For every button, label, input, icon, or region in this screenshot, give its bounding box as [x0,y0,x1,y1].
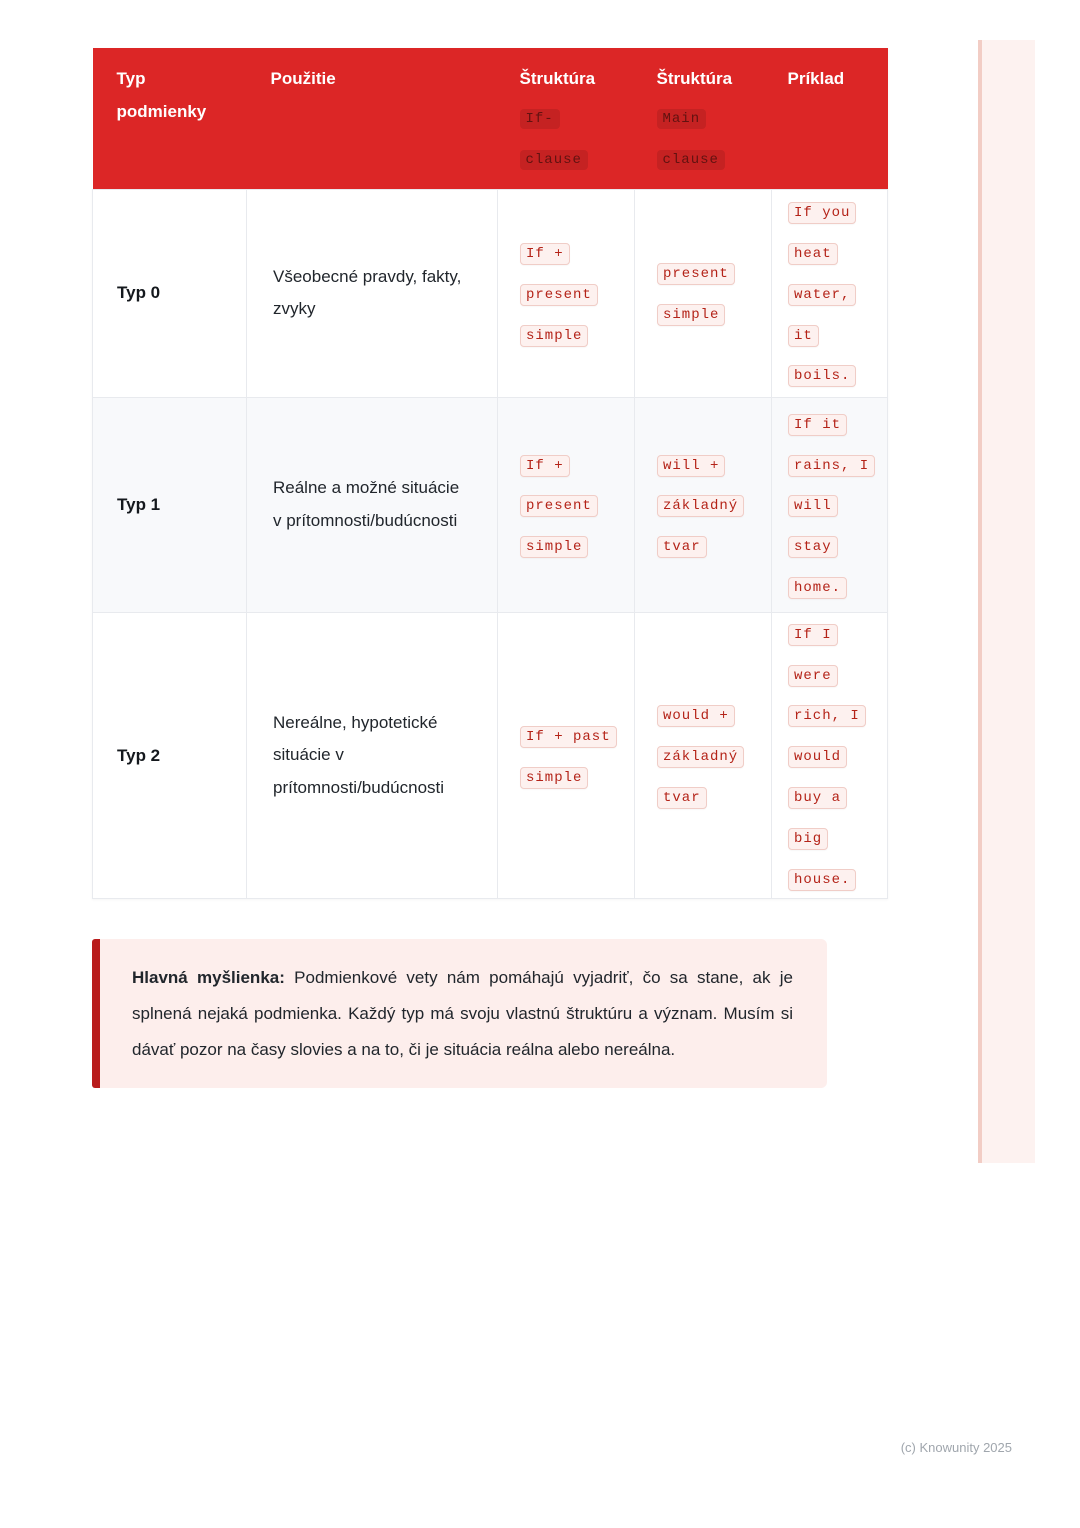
cell-usage [247,612,498,899]
cell-if-clause [498,397,635,612]
callout-text: Podmienkové vety nám pomáhajú vyjadriť, čo sa stane, ak je splnená nejaká podmienka. Každý typ má svoju vlastnú štruktúru a význam. Musím si dávať pozor na časy slovies a na to, či je situácia reálna alebo nereálna. [132,968,793,1059]
column-header-label: Typ podmienky [116,69,207,122]
if-clause-code: If + present simple [520,243,598,347]
column-header-pouzitie [247,48,498,189]
column-header-label: Štruktúra [519,69,596,88]
cell-type [93,189,247,397]
type-label: Typ 0 [117,283,161,303]
main-clause-code: will + základný tvar [657,455,744,559]
column-header-typ [93,48,247,189]
column-header-label: Použitie [270,69,336,88]
cell-example [772,189,888,397]
table-row [93,189,888,397]
cell-usage [247,189,498,397]
callout-title: Hlavná myšlienka: [132,968,285,988]
cell-example [772,397,888,612]
cell-if-clause [498,189,635,397]
example-code: If I were rich, I would buy a big house. [788,624,866,891]
callout-paragraph [132,960,793,1067]
side-decoration-strip [978,40,1035,1163]
cell-main-clause [635,189,772,397]
table-body [93,189,888,899]
cell-usage [247,397,498,612]
main-clause-code: would + základný tvar [657,705,744,809]
key-idea-callout [92,939,827,1088]
if-clause-code: If + past simple [520,726,617,789]
cell-main-clause [635,612,772,899]
main-clause-code: present simple [657,263,735,326]
usage-text: Všeobecné pravdy, fakty, zvyky [273,266,462,319]
table-row [93,397,888,612]
content-area [92,48,887,1088]
usage-text: Reálne a možné situácie v prítomnosti/budúcnosti [273,478,460,530]
type-label: Typ 1 [117,494,161,514]
conditionals-table [92,48,888,899]
cell-type [93,612,247,899]
cell-if-clause [498,612,635,899]
column-header-label: Štruktúra [656,69,733,88]
column-header-struktura-main [635,48,772,189]
main-clause-header-chip: Main clause [657,109,725,170]
if-clause-header-chip: If-clause [520,109,588,170]
table-header [93,48,888,189]
example-code: If you heat water, it boils. [788,202,856,387]
column-header-priklad [772,48,888,189]
if-clause-code: If + present simple [520,455,598,559]
header-code-wrap [657,97,737,179]
example-code: If it rains, I will stay home. [788,414,875,599]
table-row [93,612,888,899]
type-label: Typ 2 [117,745,161,765]
footer-credit: (c) Knowunity 2025 [900,1440,1012,1455]
column-header-struktura-if [498,48,635,189]
usage-text: Nereálne, hypotetické situácie v prítomnosti/budúcnosti [273,713,445,797]
cell-type [93,397,247,612]
header-code-wrap [520,97,600,179]
header-row [93,48,888,189]
cell-example [772,612,888,899]
cell-main-clause [635,397,772,612]
column-header-label: Príklad [787,69,845,88]
